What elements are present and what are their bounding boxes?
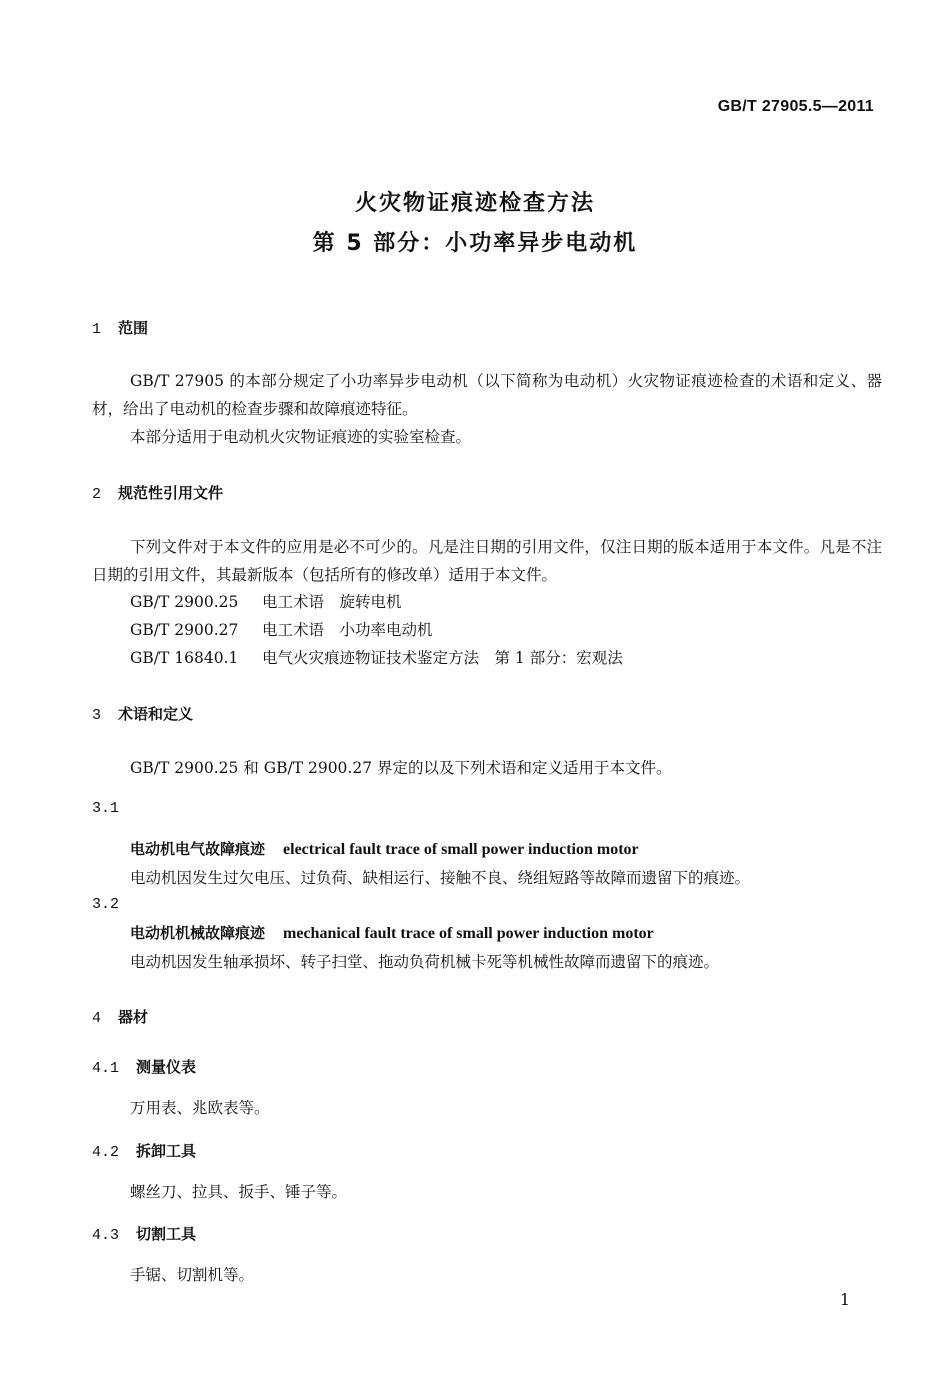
section-3-intro: GB/T 2900.25 和 GB/T 2900.27 界定的以及下列术语和定义适用于本文件。 xyxy=(130,759,672,777)
section-2-number: 2 xyxy=(92,486,102,503)
subsection-title: 测量仪表 xyxy=(136,1058,197,1076)
subsection-4-3-text: 手锯、切割机等。 xyxy=(130,1266,255,1284)
clause-3-2-number: 3.2 xyxy=(92,896,120,913)
reference-title: 电气火灾痕迹物证技术鉴定方法 第 1 部分：宏观法 xyxy=(262,649,623,667)
subsection-4-1-text: 万用表、兆欧表等。 xyxy=(130,1099,270,1117)
reference-code: GB/T 2900.27 xyxy=(130,621,239,639)
reference-item xyxy=(130,644,623,672)
document-number: GB/T 27905.5—2011 xyxy=(717,98,874,115)
reference-code: GB/T 2900.25 xyxy=(130,593,239,611)
term-zh: 电动机电气故障痕迹 xyxy=(130,840,266,858)
section-4-number: 4 xyxy=(92,1010,102,1027)
reference-item xyxy=(130,588,402,616)
section-4-title: 器材 xyxy=(118,1008,149,1026)
subsection-4-3-heading xyxy=(92,1223,196,1244)
term-3-1-definition: 电动机因发生过欠电压、过负荷、缺相运行、接触不良、绕组短路等故障而遗留下的痕迹。 xyxy=(130,869,751,887)
section-2-title: 规范性引用文件 xyxy=(118,484,224,502)
title-line-1: 火灾物证痕迹检查方法 xyxy=(354,191,595,216)
term-3-1 xyxy=(130,838,639,859)
section-1-paragraph-1: GB/T 27905 的本部分规定了小功率异步电动机（以下简称为电动机）火灾物证痕迹检查的术语和定义、器材，给出了电动机的检查步骤和故障痕迹特征。 xyxy=(92,372,882,418)
reference-title: 电工术语 小功率电动机 xyxy=(262,621,433,639)
subsection-title: 切割工具 xyxy=(136,1225,197,1243)
subsection-number: 4.2 xyxy=(92,1144,120,1161)
subsection-4-2-heading xyxy=(92,1140,196,1161)
section-1-number: 1 xyxy=(92,321,102,338)
title-line-2: 第 5 部分：小功率异步电动机 xyxy=(312,231,638,256)
section-3-heading xyxy=(92,703,193,724)
section-2-heading xyxy=(92,482,223,503)
subsection-number: 4.3 xyxy=(92,1227,120,1244)
term-3-2 xyxy=(130,922,654,943)
section-2-intro: 下列文件对于本文件的应用是必不可少的。凡是注日期的引用文件，仅注日期的版本适用于本文件。凡是不注日期的引用文件，其最新版本（包括所有的修改单）适用于本文件。 xyxy=(92,538,882,584)
section-4-heading xyxy=(92,1006,148,1027)
term-en: mechanical fault trace of small power induction motor xyxy=(283,925,654,942)
page-number: 1 xyxy=(839,1290,850,1309)
term-3-2-definition: 电动机因发生轴承损坏、转子扫堂、拖动负荷机械卡死等机械性故障而遗留下的痕迹。 xyxy=(130,953,720,971)
section-1-title: 范围 xyxy=(118,319,149,337)
reference-code: GB/T 16840.1 xyxy=(130,649,239,667)
section-3-number: 3 xyxy=(92,707,102,724)
term-en: electrical fault trace of small power induction motor xyxy=(283,841,639,858)
reference-title: 电工术语 旋转电机 xyxy=(262,593,402,611)
reference-item xyxy=(130,616,433,644)
subsection-title: 拆卸工具 xyxy=(136,1142,197,1160)
section-1-paragraph-2: 本部分适用于电动机火灾物证痕迹的实验室检查。 xyxy=(130,428,472,446)
section-3-title: 术语和定义 xyxy=(118,705,194,723)
clause-3-1-number: 3.1 xyxy=(92,800,120,817)
section-1-heading xyxy=(92,317,148,338)
subsection-4-2-text: 螺丝刀、拉具、扳手、锤子等。 xyxy=(130,1183,348,1201)
subsection-number: 4.1 xyxy=(92,1060,120,1077)
subsection-4-1-heading xyxy=(92,1056,196,1077)
term-zh: 电动机机械故障痕迹 xyxy=(130,924,266,942)
